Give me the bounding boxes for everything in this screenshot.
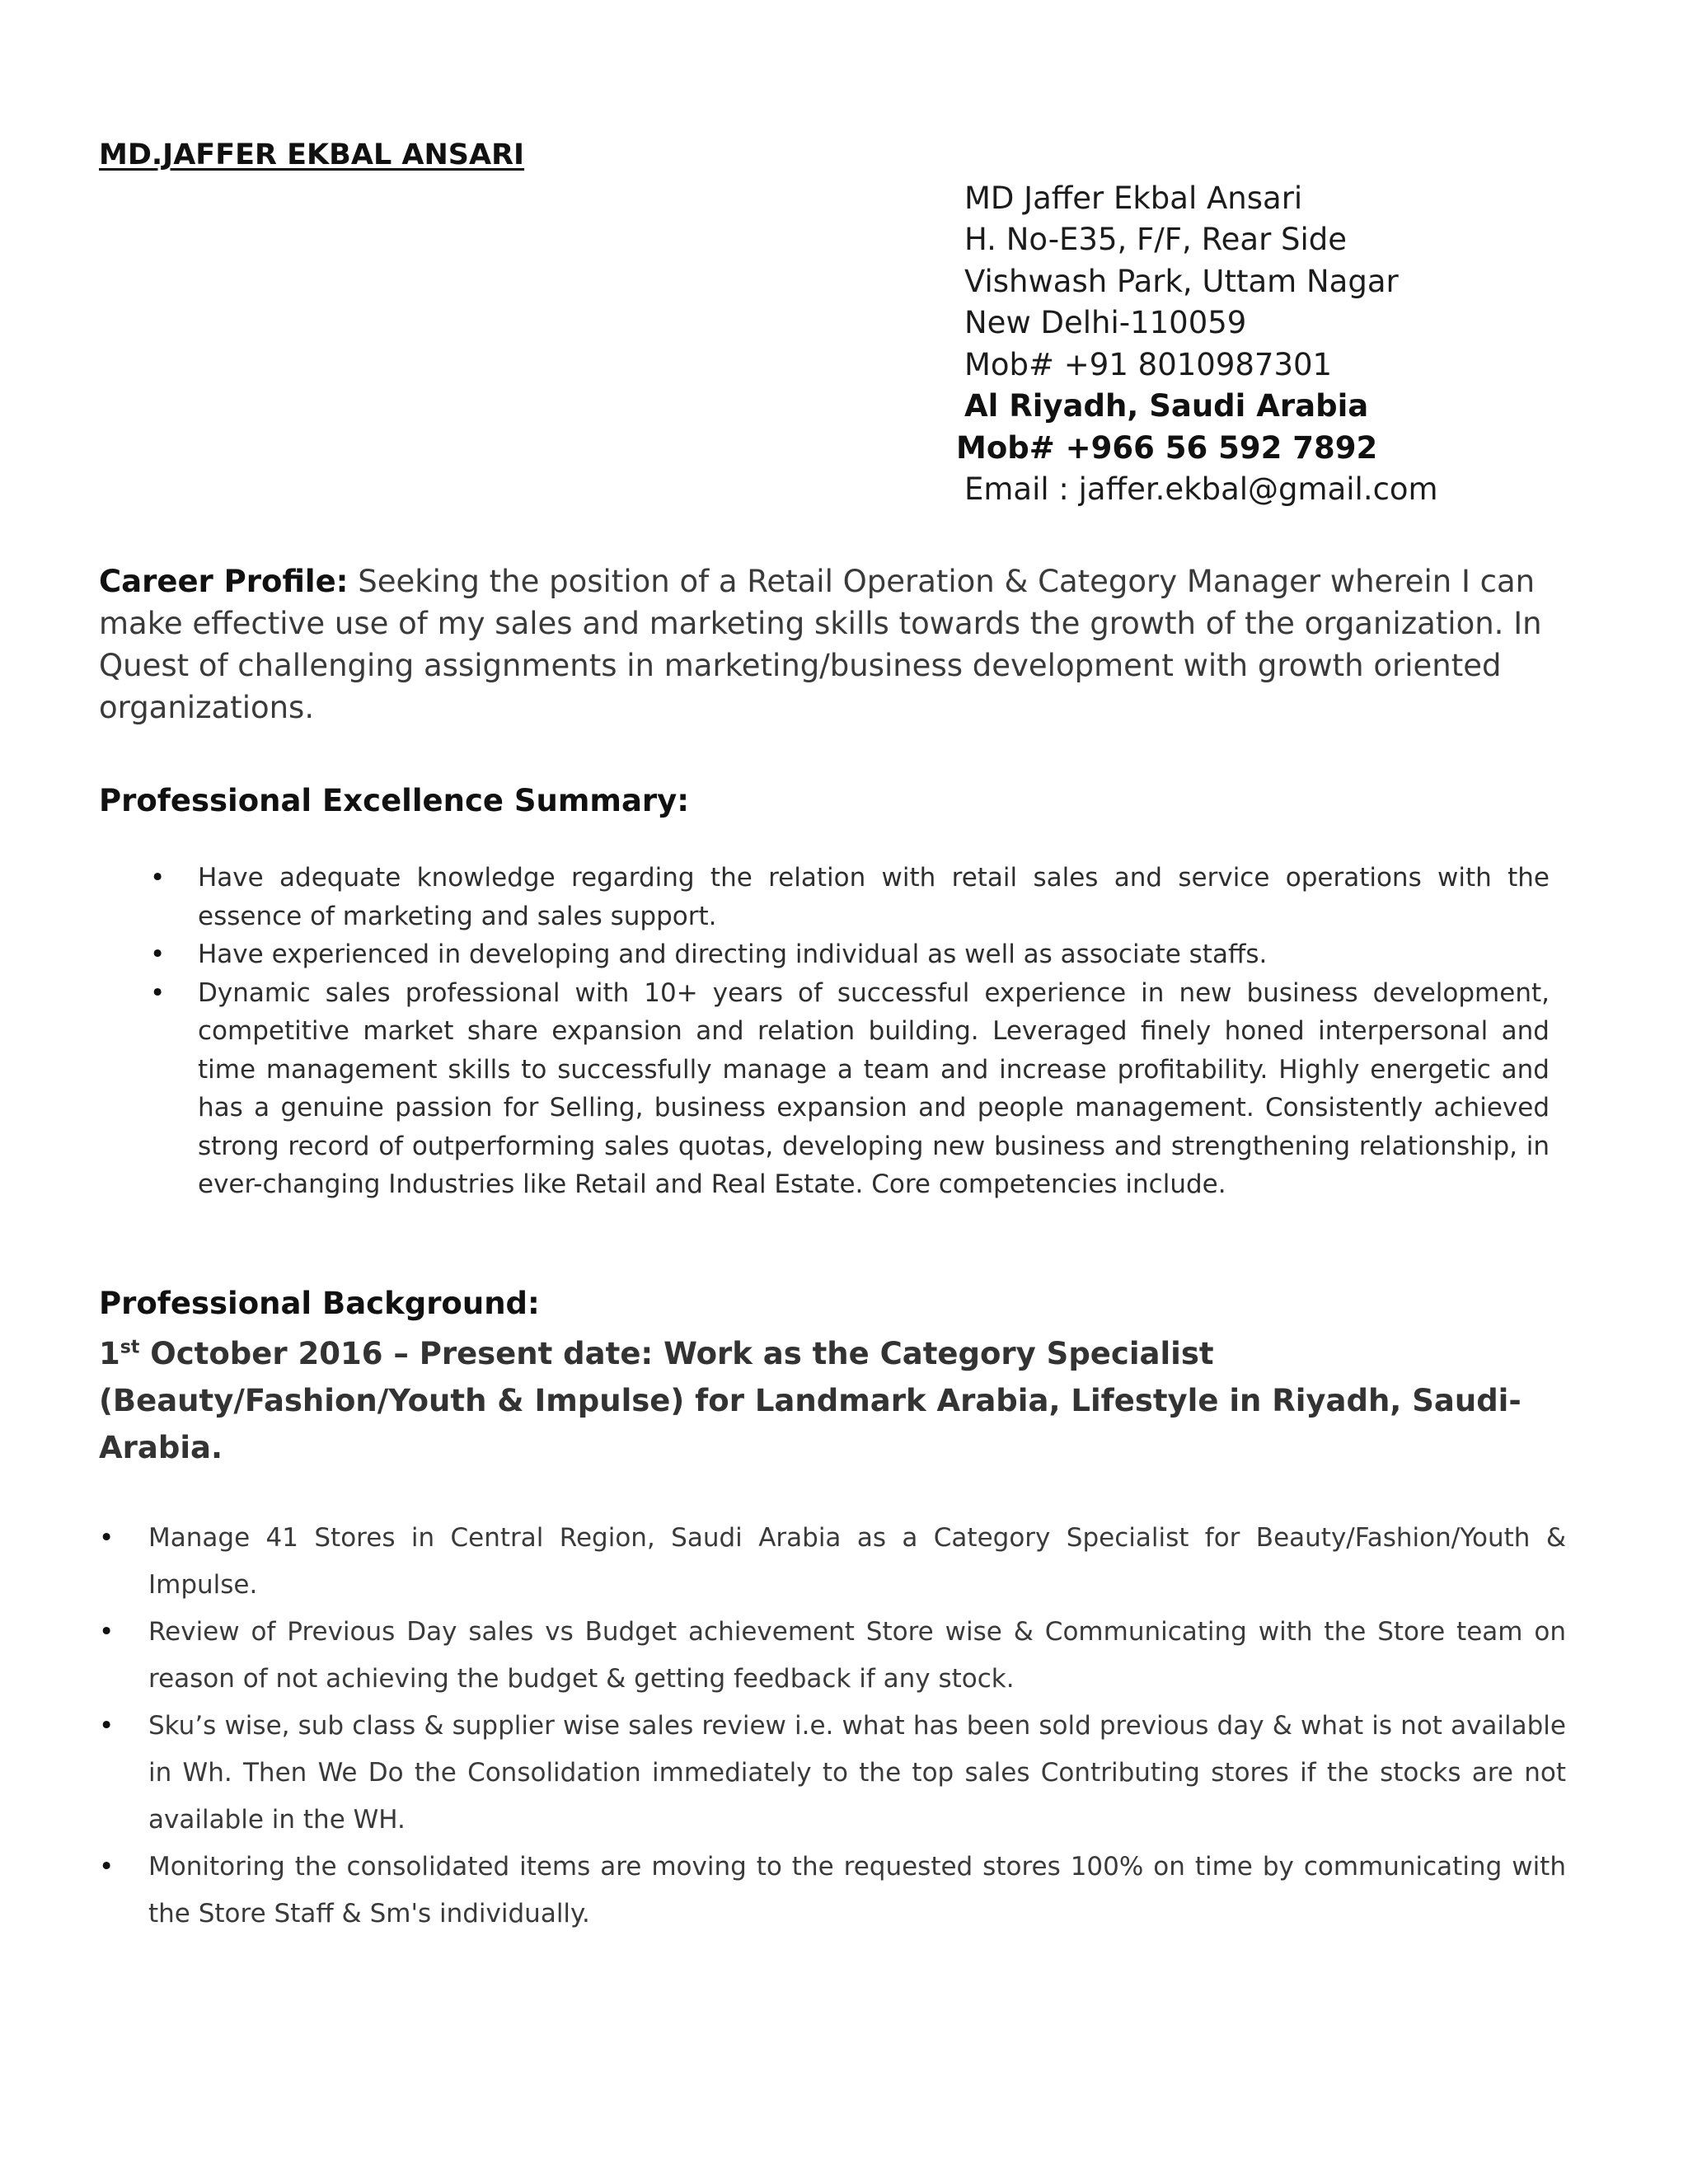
- address-line-email: Email : jaffer.ekbal@gmail.com: [964, 471, 1438, 507]
- career-profile-label: Career Profile:: [99, 564, 349, 599]
- address-line-riyadh: Al Riyadh, Saudi Arabia: [964, 388, 1369, 424]
- bullet-icon: •: [150, 977, 166, 1008]
- summary-heading: Professional Excellence Summary:: [99, 783, 690, 818]
- address-line-city: New Delhi-110059: [964, 305, 1247, 340]
- job-day-suffix: st: [120, 1337, 140, 1358]
- list-item: [99, 859, 1550, 935]
- bullet-icon: •: [99, 1711, 115, 1741]
- list-item: [99, 974, 1550, 1204]
- address-line-house: H. No-E35, F/F, Rear Side: [964, 222, 1348, 257]
- list-item: [99, 935, 1550, 974]
- job-duties-list: [99, 1515, 1566, 1938]
- list-item-text: Dynamic sales professional with 10+ years of successful experience in new business development, competitive market share expansion and relation building. Leveraged finely honed interpersonal and time management skills to successfully manage a team and increase profitability. Highly energetic and has a genuine passion for Selling, business expansion and people management. Consistently achieved strong record of outperforming sales quotas, developing new business and strengthening relationship, in ever-changing Industries like Retail and Real Estate. Core competencies include.: [198, 977, 1550, 1199]
- bullet-icon: •: [99, 1852, 115, 1882]
- list-item-text: Monitoring the consolidated items are moving to the requested stores 100% on time by communicating with the Store Staff & Sm's individually.: [148, 1852, 1566, 1929]
- job-day: 1: [99, 1336, 120, 1371]
- address-line-saudi-mobile: Mob# +966 56 592 7892: [956, 430, 1378, 466]
- job-title: October 2016 – Present date: Work as the Category Specialist (Beauty/Fashion/Youth & Impulse) for Landmark Arabia, Lifestyle in Riyadh, Saudi-Arabia.: [99, 1336, 1522, 1465]
- bullet-icon: •: [99, 1523, 115, 1553]
- career-profile-paragraph: [99, 560, 1550, 729]
- address-line-street: Vishwash Park, Uttam Nagar: [964, 264, 1399, 299]
- bullet-icon: •: [150, 863, 166, 893]
- job-heading: [99, 1330, 1566, 1471]
- background-heading: Professional Background:: [99, 1286, 540, 1321]
- list-item: [99, 1609, 1566, 1703]
- bullet-icon: •: [99, 1617, 115, 1647]
- list-item-text: Review of Previous Day sales vs Budget achievement Store wise & Communicating with the Store team on reason of not achieving the budget & getting feedback if any stock.: [148, 1617, 1566, 1694]
- resume-name-heading: MD.JAFFER EKBAL ANSARI: [99, 138, 525, 171]
- address-line-name: MD Jaffer Ekbal Ansari: [964, 180, 1303, 216]
- list-item-text: Sku’s wise, sub class & supplier wise sales review i.e. what has been sold previous day & what is not available in Wh. Then We Do the Consolidation immediately to the top sales Contributing stores if the stocks are not available in the WH.: [148, 1711, 1566, 1835]
- list-item-text: Have adequate knowledge regarding the relation with retail sales and service operations with the essence of marketing and sales support.: [198, 863, 1550, 931]
- list-item: [99, 1515, 1566, 1609]
- address-line-india-mobile: Mob# +91 8010987301: [964, 347, 1333, 382]
- list-item: [99, 1844, 1566, 1938]
- list-item-text: Have experienced in developing and directing individual as well as associate staffs.: [198, 940, 1268, 969]
- career-profile-text: Seeking the position of a Retail Operation & Category Manager wherein I can make effective use of my sales and marketing skills towards the growth of the organization. In Quest of challenging assignments in marketing/business development with growth oriented organizations.: [99, 564, 1542, 725]
- list-item: [99, 1703, 1566, 1844]
- bullet-icon: •: [150, 940, 166, 969]
- list-item-text: Manage 41 Stores in Central Region, Saudi Arabia as a Category Specialist for Beauty/Fashion/Youth & Impulse.: [148, 1523, 1566, 1600]
- summary-list: [99, 859, 1550, 1204]
